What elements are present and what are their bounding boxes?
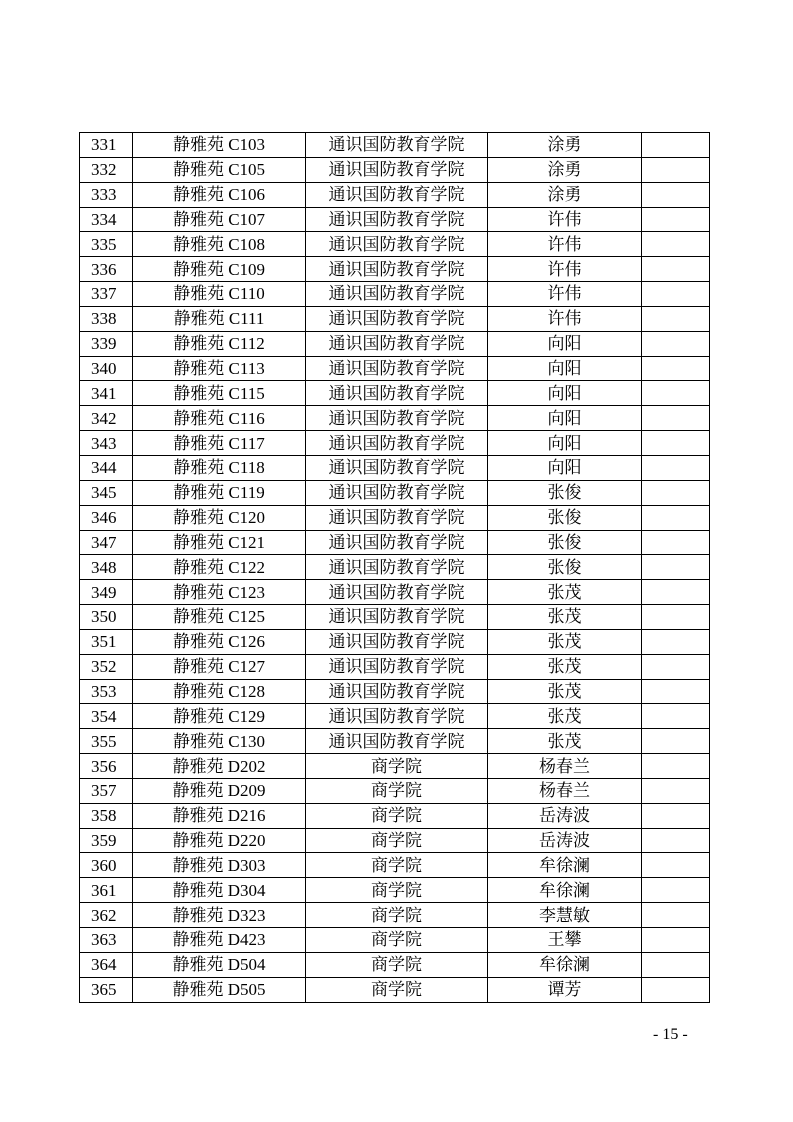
row-number-cell: 363 — [80, 928, 133, 953]
table-body — [80, 133, 710, 1003]
person-cell: 张茂 — [488, 654, 642, 679]
college-cell: 通识国防教育学院 — [306, 480, 488, 505]
room-cell: 静雅苑 C105 — [133, 157, 306, 182]
table-row — [80, 903, 710, 928]
room-cell: 静雅苑 D220 — [133, 828, 306, 853]
room-cell: 静雅苑 D504 — [133, 952, 306, 977]
row-number-cell: 344 — [80, 455, 133, 480]
table-row — [80, 182, 710, 207]
college-cell: 通识国防教育学院 — [306, 133, 488, 158]
room-cell: 静雅苑 C112 — [133, 331, 306, 356]
remark-cell — [642, 903, 710, 928]
remark-cell — [642, 629, 710, 654]
remark-cell — [642, 381, 710, 406]
table-row — [80, 157, 710, 182]
college-cell: 通识国防教育学院 — [306, 431, 488, 456]
remark-cell — [642, 729, 710, 754]
room-cell: 静雅苑 D303 — [133, 853, 306, 878]
row-number-cell: 335 — [80, 232, 133, 257]
row-number-cell: 364 — [80, 952, 133, 977]
college-cell: 商学院 — [306, 853, 488, 878]
row-number-cell: 348 — [80, 555, 133, 580]
college-cell: 通识国防教育学院 — [306, 679, 488, 704]
room-cell: 静雅苑 D505 — [133, 977, 306, 1002]
row-number-cell: 337 — [80, 282, 133, 307]
person-cell: 王攀 — [488, 928, 642, 953]
remark-cell — [642, 157, 710, 182]
room-cell: 静雅苑 C127 — [133, 654, 306, 679]
college-cell: 商学院 — [306, 754, 488, 779]
college-cell: 商学院 — [306, 828, 488, 853]
person-cell: 向阳 — [488, 406, 642, 431]
person-cell: 杨春兰 — [488, 754, 642, 779]
person-cell: 许伟 — [488, 282, 642, 307]
remark-cell — [642, 232, 710, 257]
room-cell: 静雅苑 C126 — [133, 629, 306, 654]
person-cell: 向阳 — [488, 431, 642, 456]
row-number-cell: 352 — [80, 654, 133, 679]
room-cell: 静雅苑 C113 — [133, 356, 306, 381]
row-number-cell: 343 — [80, 431, 133, 456]
remark-cell — [642, 853, 710, 878]
college-cell: 通识国防教育学院 — [306, 232, 488, 257]
table-row — [80, 629, 710, 654]
row-number-cell: 347 — [80, 530, 133, 555]
room-cell: 静雅苑 D209 — [133, 778, 306, 803]
table-row — [80, 356, 710, 381]
college-cell: 通识国防教育学院 — [306, 381, 488, 406]
room-cell: 静雅苑 C106 — [133, 182, 306, 207]
row-number-cell: 341 — [80, 381, 133, 406]
table-row — [80, 530, 710, 555]
table-row — [80, 555, 710, 580]
table-row — [80, 754, 710, 779]
room-cell: 静雅苑 C120 — [133, 505, 306, 530]
person-cell: 张茂 — [488, 679, 642, 704]
college-cell: 通识国防教育学院 — [306, 207, 488, 232]
person-cell: 张茂 — [488, 729, 642, 754]
row-number-cell: 362 — [80, 903, 133, 928]
college-cell: 商学院 — [306, 977, 488, 1002]
college-cell: 通识国防教育学院 — [306, 157, 488, 182]
table-row — [80, 729, 710, 754]
person-cell: 许伟 — [488, 306, 642, 331]
room-cell: 静雅苑 D202 — [133, 754, 306, 779]
remark-cell — [642, 977, 710, 1002]
row-number-cell: 332 — [80, 157, 133, 182]
remark-cell — [642, 580, 710, 605]
row-number-cell: 331 — [80, 133, 133, 158]
person-cell: 张俊 — [488, 505, 642, 530]
remark-cell — [642, 679, 710, 704]
college-cell: 通识国防教育学院 — [306, 629, 488, 654]
college-cell: 商学院 — [306, 928, 488, 953]
college-cell: 商学院 — [306, 903, 488, 928]
room-cell: 静雅苑 C130 — [133, 729, 306, 754]
remark-cell — [642, 654, 710, 679]
college-cell: 通识国防教育学院 — [306, 580, 488, 605]
room-cell: 静雅苑 C128 — [133, 679, 306, 704]
person-cell: 张俊 — [488, 555, 642, 580]
room-cell: 静雅苑 C111 — [133, 306, 306, 331]
remark-cell — [642, 182, 710, 207]
table-row — [80, 406, 710, 431]
remark-cell — [642, 555, 710, 580]
college-cell: 通识国防教育学院 — [306, 605, 488, 630]
table-row — [80, 455, 710, 480]
remark-cell — [642, 605, 710, 630]
row-number-cell: 358 — [80, 803, 133, 828]
row-number-cell: 338 — [80, 306, 133, 331]
row-number-cell: 340 — [80, 356, 133, 381]
row-number-cell: 360 — [80, 853, 133, 878]
college-cell: 通识国防教育学院 — [306, 282, 488, 307]
room-cell: 静雅苑 D323 — [133, 903, 306, 928]
table-row — [80, 803, 710, 828]
page-number: - 15 - — [653, 1026, 688, 1043]
college-cell: 通识国防教育学院 — [306, 306, 488, 331]
remark-cell — [642, 704, 710, 729]
table-row — [80, 605, 710, 630]
person-cell: 许伟 — [488, 232, 642, 257]
row-number-cell: 336 — [80, 257, 133, 282]
row-number-cell: 354 — [80, 704, 133, 729]
room-cell: 静雅苑 D423 — [133, 928, 306, 953]
college-cell: 商学院 — [306, 803, 488, 828]
table-row — [80, 505, 710, 530]
person-cell: 张茂 — [488, 629, 642, 654]
college-cell: 商学院 — [306, 878, 488, 903]
college-cell: 通识国防教育学院 — [306, 704, 488, 729]
row-number-cell: 346 — [80, 505, 133, 530]
table-row — [80, 306, 710, 331]
person-cell: 岳涛波 — [488, 828, 642, 853]
college-cell: 通识国防教育学院 — [306, 356, 488, 381]
college-cell: 通识国防教育学院 — [306, 729, 488, 754]
room-cell: 静雅苑 C108 — [133, 232, 306, 257]
table-row — [80, 977, 710, 1002]
remark-cell — [642, 331, 710, 356]
remark-cell — [642, 306, 710, 331]
table-row — [80, 207, 710, 232]
room-cell: 静雅苑 C129 — [133, 704, 306, 729]
room-cell: 静雅苑 D216 — [133, 803, 306, 828]
table-row — [80, 480, 710, 505]
remark-cell — [642, 828, 710, 853]
room-cell: 静雅苑 C117 — [133, 431, 306, 456]
remark-cell — [642, 133, 710, 158]
person-cell: 许伟 — [488, 257, 642, 282]
college-cell: 通识国防教育学院 — [306, 555, 488, 580]
college-cell: 通识国防教育学院 — [306, 654, 488, 679]
table-row — [80, 778, 710, 803]
college-cell: 通识国防教育学院 — [306, 406, 488, 431]
table-row — [80, 580, 710, 605]
table-row — [80, 331, 710, 356]
table-row — [80, 928, 710, 953]
room-cell: 静雅苑 C110 — [133, 282, 306, 307]
person-cell: 向阳 — [488, 331, 642, 356]
room-cell: 静雅苑 C109 — [133, 257, 306, 282]
table-row — [80, 133, 710, 158]
remark-cell — [642, 356, 710, 381]
row-number-cell: 333 — [80, 182, 133, 207]
person-cell: 向阳 — [488, 455, 642, 480]
room-cell: 静雅苑 C122 — [133, 555, 306, 580]
remark-cell — [642, 952, 710, 977]
college-cell: 通识国防教育学院 — [306, 182, 488, 207]
room-cell: 静雅苑 C103 — [133, 133, 306, 158]
table-row — [80, 654, 710, 679]
remark-cell — [642, 406, 710, 431]
row-number-cell: 353 — [80, 679, 133, 704]
college-cell: 通识国防教育学院 — [306, 331, 488, 356]
person-cell: 向阳 — [488, 381, 642, 406]
remark-cell — [642, 778, 710, 803]
college-cell: 商学院 — [306, 952, 488, 977]
row-number-cell: 349 — [80, 580, 133, 605]
remark-cell — [642, 431, 710, 456]
remark-cell — [642, 505, 710, 530]
row-number-cell: 350 — [80, 605, 133, 630]
remark-cell — [642, 928, 710, 953]
row-number-cell: 359 — [80, 828, 133, 853]
table-row — [80, 952, 710, 977]
row-number-cell: 357 — [80, 778, 133, 803]
table-row — [80, 431, 710, 456]
table-row — [80, 828, 710, 853]
person-cell: 涂勇 — [488, 133, 642, 158]
room-cell: 静雅苑 C121 — [133, 530, 306, 555]
person-cell: 李慧敏 — [488, 903, 642, 928]
remark-cell — [642, 207, 710, 232]
room-cell: 静雅苑 D304 — [133, 878, 306, 903]
table-row — [80, 232, 710, 257]
room-cell: 静雅苑 C107 — [133, 207, 306, 232]
person-cell: 牟徐澜 — [488, 952, 642, 977]
room-cell: 静雅苑 C123 — [133, 580, 306, 605]
college-cell: 通识国防教育学院 — [306, 505, 488, 530]
table-row — [80, 853, 710, 878]
table-row — [80, 679, 710, 704]
room-cell: 静雅苑 C119 — [133, 480, 306, 505]
row-number-cell: 334 — [80, 207, 133, 232]
table-row — [80, 282, 710, 307]
person-cell: 张茂 — [488, 704, 642, 729]
row-number-cell: 345 — [80, 480, 133, 505]
person-cell: 张俊 — [488, 530, 642, 555]
person-cell: 张茂 — [488, 605, 642, 630]
remark-cell — [642, 878, 710, 903]
college-cell: 通识国防教育学院 — [306, 455, 488, 480]
remark-cell — [642, 257, 710, 282]
person-cell: 许伟 — [488, 207, 642, 232]
college-cell: 商学院 — [306, 778, 488, 803]
room-cell: 静雅苑 C116 — [133, 406, 306, 431]
person-cell: 张俊 — [488, 480, 642, 505]
person-cell: 牟徐澜 — [488, 853, 642, 878]
person-cell: 涂勇 — [488, 157, 642, 182]
table-row — [80, 704, 710, 729]
row-number-cell: 351 — [80, 629, 133, 654]
room-cell: 静雅苑 C125 — [133, 605, 306, 630]
row-number-cell: 355 — [80, 729, 133, 754]
dormitory-assignment-table — [79, 132, 710, 1003]
remark-cell — [642, 480, 710, 505]
row-number-cell: 356 — [80, 754, 133, 779]
row-number-cell: 361 — [80, 878, 133, 903]
table-row — [80, 878, 710, 903]
person-cell: 涂勇 — [488, 182, 642, 207]
person-cell: 岳涛波 — [488, 803, 642, 828]
person-cell: 牟徐澜 — [488, 878, 642, 903]
remark-cell — [642, 754, 710, 779]
remark-cell — [642, 803, 710, 828]
row-number-cell: 339 — [80, 331, 133, 356]
room-cell: 静雅苑 C118 — [133, 455, 306, 480]
remark-cell — [642, 455, 710, 480]
person-cell: 向阳 — [488, 356, 642, 381]
row-number-cell: 342 — [80, 406, 133, 431]
table-row — [80, 381, 710, 406]
remark-cell — [642, 530, 710, 555]
college-cell: 通识国防教育学院 — [306, 530, 488, 555]
college-cell: 通识国防教育学院 — [306, 257, 488, 282]
person-cell: 张茂 — [488, 580, 642, 605]
remark-cell — [642, 282, 710, 307]
person-cell: 杨春兰 — [488, 778, 642, 803]
row-number-cell: 365 — [80, 977, 133, 1002]
person-cell: 谭芳 — [488, 977, 642, 1002]
room-cell: 静雅苑 C115 — [133, 381, 306, 406]
table-row — [80, 257, 710, 282]
